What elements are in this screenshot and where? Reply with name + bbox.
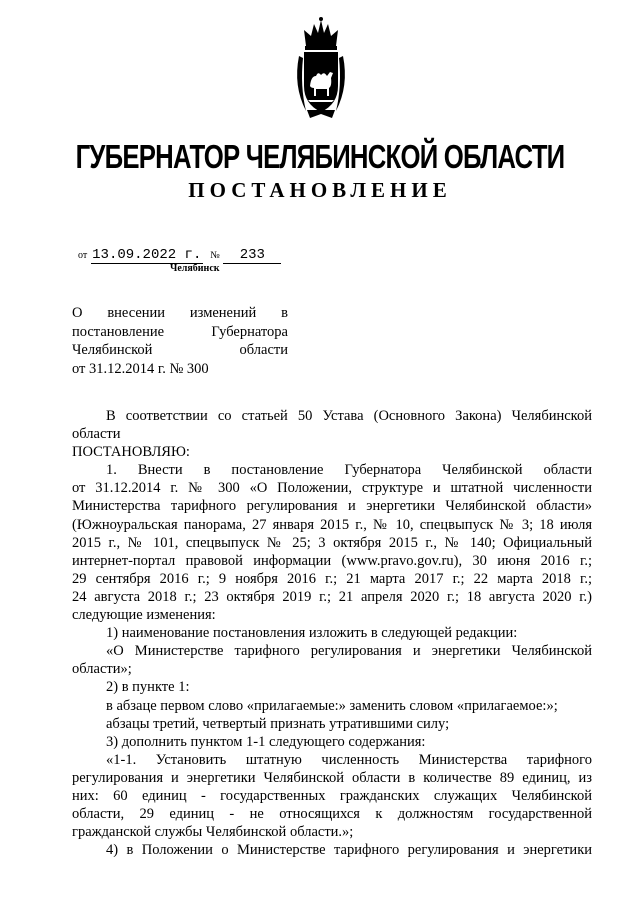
document-date: 13.09.2022 г. bbox=[92, 247, 202, 263]
body-line: 1) наименование постановления изложить в следующей редакции: bbox=[106, 625, 518, 642]
number-prefix: № bbox=[210, 250, 220, 261]
body-line: следующие изменения: bbox=[72, 607, 216, 624]
coat-of-arms-emblem bbox=[292, 16, 350, 124]
date-prefix: от bbox=[78, 250, 88, 261]
body-line: гражданской службы Челябинской области.»; bbox=[72, 824, 354, 841]
city-label: Челябинск bbox=[170, 263, 220, 274]
body-line: области, 29 единиц - не относящихся к должностям государственной bbox=[72, 806, 592, 823]
body-line: ПОСТАНОВЛЯЮ: bbox=[72, 444, 190, 461]
document-number: 233 bbox=[223, 247, 281, 264]
body-line: области»; bbox=[72, 661, 132, 678]
body-line: 2) в пункте 1: bbox=[106, 679, 190, 696]
body-line: (Южноуральская панорама, 27 января 2015 г., № 10, спецвыпуск № 3; 18 июля bbox=[72, 516, 592, 533]
body-line: В соответствии со статьей 50 Устава (Основного Закона) Челябинской bbox=[106, 408, 592, 424]
body-line: 24 августа 2018 г.; 23 октября 2019 г.; 21 апреля 2020 г.; 18 августа 2020 г.) bbox=[72, 588, 592, 605]
subject-line: постановление Губернатора bbox=[72, 323, 288, 340]
subject-line: О внесении изменений в bbox=[72, 305, 288, 321]
body-line: 29 сентября 2016 г.; 9 ноября 2016 г.; 21 марта 2017 г.; 22 марта 2018 г.; bbox=[72, 570, 592, 587]
body-line: регулирования и энергетики Челябинской области в количестве 89 единиц, из bbox=[72, 769, 592, 786]
subject-line: Челябинской области bbox=[72, 342, 288, 358]
body-line: них: 60 единиц - государственных гражданских служащих Челябинской bbox=[72, 787, 592, 804]
document-title: ГУБЕРНАТОР ЧЕЛЯБИНСКОЙ ОБЛАСТИ bbox=[75, 138, 565, 175]
body-line: «1-1. Установить штатную численность Министерства тарифного bbox=[106, 751, 592, 768]
body-line: 4) в Положении о Министерстве тарифного регулирования и энергетики bbox=[106, 842, 592, 859]
body-line: 3) дополнить пунктом 1-1 следующего содержания: bbox=[106, 733, 426, 750]
body-line: «О Министерстве тарифного регулирования и энергетики Челябинской bbox=[106, 643, 592, 660]
body-line: интернет-портал правовой информации (www.pravo.gov.ru), 30 июня 2016 г.; bbox=[72, 552, 592, 569]
body-line: в абзаце первом слово «прилагаемые:» заменить словом «прилагаемое:»; bbox=[106, 697, 558, 714]
body-line: области bbox=[72, 426, 121, 443]
document-body bbox=[72, 407, 592, 859]
body-line: 1. Внести в постановление Губернатора Челябинской области bbox=[106, 462, 592, 479]
body-line: от 31.12.2014 г. № 300 «О Положении, структуре и штатной численности bbox=[72, 480, 592, 497]
body-line: 2015 г., № 101, спецвыпуск № 25; 3 октября 2015 г., № 140; Официальный bbox=[72, 534, 592, 551]
document-subject bbox=[72, 304, 288, 378]
document-requisites bbox=[78, 247, 281, 264]
subject-line: от 31.12.2014 г. № 300 bbox=[72, 360, 209, 377]
body-line: абзацы третий, четвертый признать утратившими силу; bbox=[106, 715, 450, 732]
document-type: ПОСТАНОВЛЕНИЕ bbox=[188, 178, 452, 202]
body-line: Министерства тарифного регулирования и энергетики Челябинской области» bbox=[72, 498, 592, 515]
